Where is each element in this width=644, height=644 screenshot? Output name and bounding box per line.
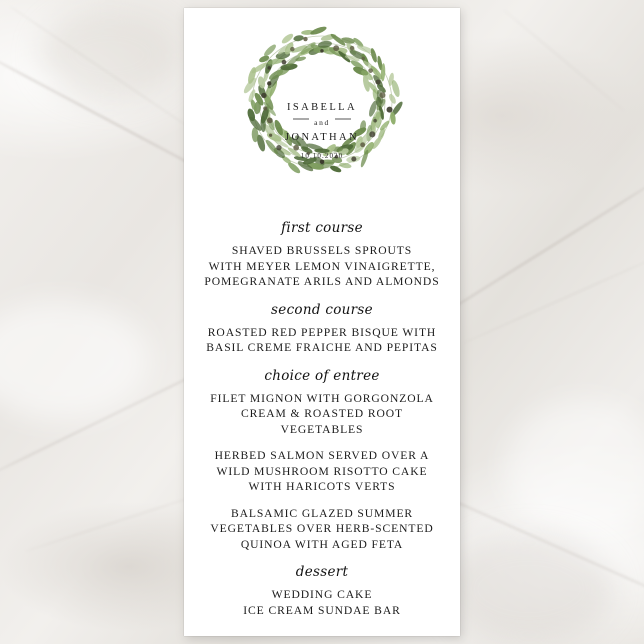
course-title: dessert [295,564,349,580]
menu-dish [202,506,442,553]
wreath-olive [290,47,294,51]
menu-dish-line: BASIL CREME FRAICHE AND PEPITAS [206,341,438,354]
marble-shade [444,534,614,644]
menu-dish-line: CREAM & ROASTED ROOT VEGETABLES [241,407,403,436]
menu-dish-line: ICE CREAM SUNDAE BAR [243,603,401,617]
conjunction-label: and [314,118,330,127]
menu-dish-line: HERBED SALMON SERVED OVER A [214,449,430,462]
menu-dish-line: QUINOA WITH AGED FETA [240,537,404,551]
wedding-menu-card [184,8,460,636]
menu-dish [202,448,442,495]
wreath-olive [380,92,386,98]
wreath-olive [350,46,355,51]
menu-course [202,368,442,553]
menu-dish [202,587,442,618]
bride-name: ISABELLA [287,102,357,113]
menu-dish [202,325,442,356]
wreath-olive [267,66,271,70]
wreath-olive [375,80,380,85]
wreath-leaf [262,43,277,58]
menu-dish [202,243,442,290]
marble-highlight [0,300,150,420]
marble-vein [502,9,625,113]
menu-dish-line: WITH HARICOTS VERTS [248,480,396,493]
monogram-block [184,100,460,160]
menu-content [184,220,460,618]
menu-dish-line: WILD MUSHROOM RISOTTO CAKE [216,464,428,478]
wreath-olive [368,68,373,73]
marble-vein [463,257,644,343]
menu-dish-line: POMEGRANATE ARILS AND ALMONDS [204,275,440,288]
menu-dish-line: WITH MEYER LEMON VINAIGRETTE, [208,259,436,273]
menu-course [202,220,442,290]
wedding-date: 10.10.2020 [300,152,344,160]
menu-dish-line: SHAVED BRUSSELS SPROUTS [231,244,413,257]
menu-dish [202,391,442,438]
menu-dish-line: BALSAMIC GLAZED SUMMER [230,506,414,520]
groom-name: JONATHAN [284,132,360,143]
course-title: choice of entree [264,367,380,384]
wreath-header [184,8,460,208]
course-title: first course [281,220,363,236]
course-title: second course [271,301,373,318]
wreath-olive [320,49,323,52]
menu-dish-line: FILET MIGNON WITH GORGONZOLA [210,391,434,405]
wreath-olive [333,45,339,51]
wreath-olive [361,57,365,61]
marble-highlight [504,400,644,540]
menu-dish-line: VEGETABLES OVER HERB-SCENTED [210,522,434,535]
wreath-olive [320,160,324,164]
menu-dish-line: ROASTED RED PEPPER BISQUE WITH [207,325,437,339]
menu-course [202,302,442,356]
menu-course [202,564,442,618]
wreath-olive [267,81,271,85]
wreath-olive [261,93,267,99]
wreath-olive [303,37,307,41]
marble-shade [40,10,180,100]
wreath-olive [282,60,287,65]
menu-dish-line: WEDDING CAKE [271,588,373,601]
